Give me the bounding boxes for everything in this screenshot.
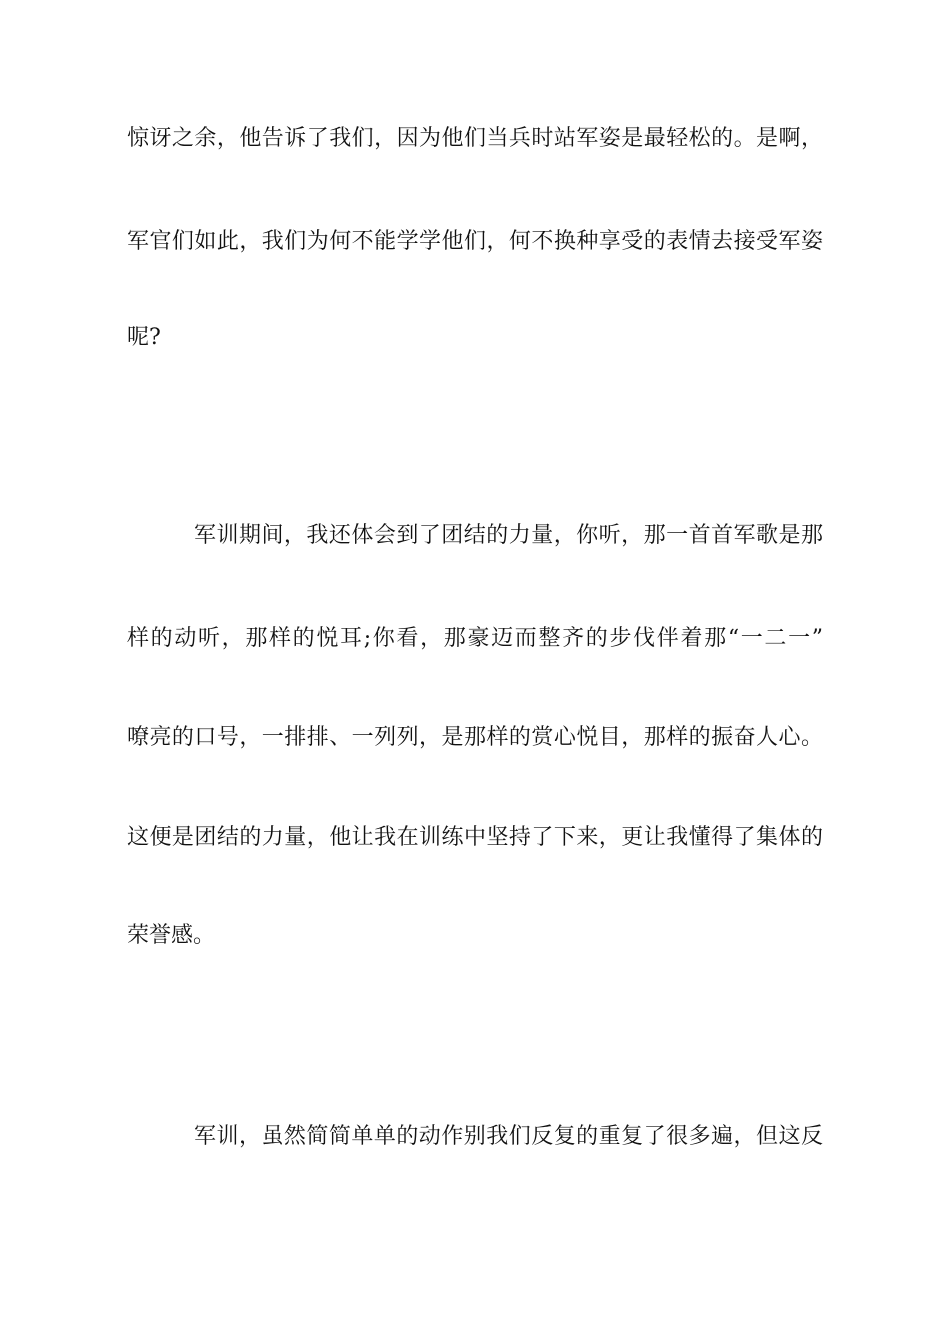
paragraph-2-line-5: 荣誉感。 bbox=[127, 923, 216, 948]
paragraph-1-line-2: 军官们如此，我们为何不能学学他们，何不换种享受的表情去接受军姿 bbox=[127, 229, 823, 254]
paragraph-2-line-3: 嘹亮的口号，一排排、一列列，是那样的赏心悦目，那样的振奋人心。 bbox=[127, 725, 823, 750]
paragraph-2-line-2: 样的动听，那样的悦耳;你看，那豪迈而整齐的步伐伴着那“一二一” bbox=[127, 626, 823, 651]
paragraph-2-line-1: 军训期间，我还体会到了团结的力量，你听，那一首首军歌是那 bbox=[194, 523, 823, 548]
paragraph-1-line-3: 呢? bbox=[127, 325, 161, 350]
paragraph-1-line-1: 惊讶之余，他告诉了我们，因为他们当兵时站军姿是最轻松的。是啊， bbox=[127, 126, 823, 151]
paragraph-2-line-4: 这便是团结的力量，他让我在训练中坚持了下来，更让我懂得了集体的 bbox=[127, 825, 823, 850]
paragraph-3-line-1: 军训，虽然简简单单的动作别我们反复的重复了很多遍，但这反 bbox=[194, 1124, 823, 1149]
